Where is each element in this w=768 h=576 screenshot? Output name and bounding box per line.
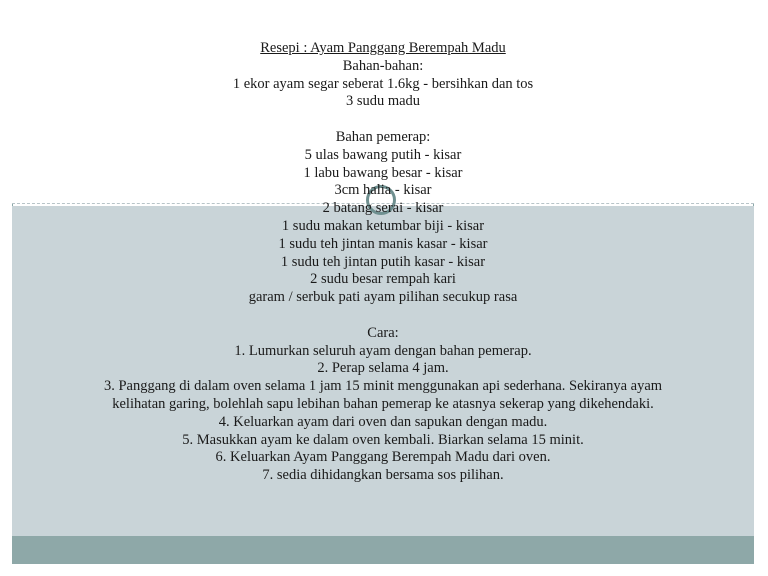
method-step: 1. Lumurkan seluruh ayam dengan bahan pemerap.	[234, 342, 532, 359]
marinade-line: 2 batang serai - kisar	[322, 200, 444, 217]
ingredient-line: 1 ekor ayam segar seberat 1.6kg - bersihkan dan tos	[232, 75, 534, 92]
slide-footer-bar	[12, 536, 754, 564]
method-step: 6. Keluarkan Ayam Panggang Berempah Madu dari oven.	[215, 449, 551, 466]
ingredient-line: 3 sudu madu	[345, 93, 421, 110]
marinade-line: 1 sudu makan ketumbar biji - kisar	[281, 217, 485, 234]
marinade-line: 2 sudu besar rempah kari	[310, 271, 456, 288]
method-step: 3. Panggang di dalam oven selama 1 jam 15 minit menggunakan api sederhana. Sekiranya ayam	[103, 378, 663, 395]
marinade-line: 3cm halia - kisar	[334, 182, 432, 199]
recipe-title: Resepi : Ayam Panggang Berempah Madu	[260, 40, 506, 56]
spacer	[12, 307, 754, 325]
method-step: kelihatan garing, bolehlah sapu lebihan bahan pemerap ke atasnya sekerap yang dikehendaki.	[112, 395, 654, 412]
marinade-line: 1 sudu teh jintan putih kasar - kisar	[280, 253, 486, 270]
marinade-line: 1 labu bawang besar - kisar	[303, 164, 463, 181]
recipe-content	[12, 40, 754, 485]
marinade-heading: Bahan pemerap:	[335, 128, 431, 145]
method-heading: Cara:	[367, 324, 399, 341]
method-step: 5. Masukkan ayam ke dalam oven kembali. Biarkan selama 15 minit.	[182, 431, 584, 448]
marinade-line: 1 sudu teh jintan manis kasar - kisar	[278, 235, 488, 252]
method-step: 2. Perap selama 4 jam.	[317, 360, 449, 377]
marinade-line: 5 ulas bawang putih - kisar	[304, 146, 462, 163]
marinade-line: garam / serbuk pati ayam pilihan secukup rasa	[248, 289, 518, 306]
method-step: 7. sedia dihidangkan bersama sos pilihan.	[262, 467, 504, 484]
method-step: 4. Keluarkan ayam dari oven dan sapukan dengan madu.	[218, 413, 548, 430]
ingredients-heading: Bahan-bahan:	[342, 57, 424, 74]
spacer	[12, 111, 754, 129]
